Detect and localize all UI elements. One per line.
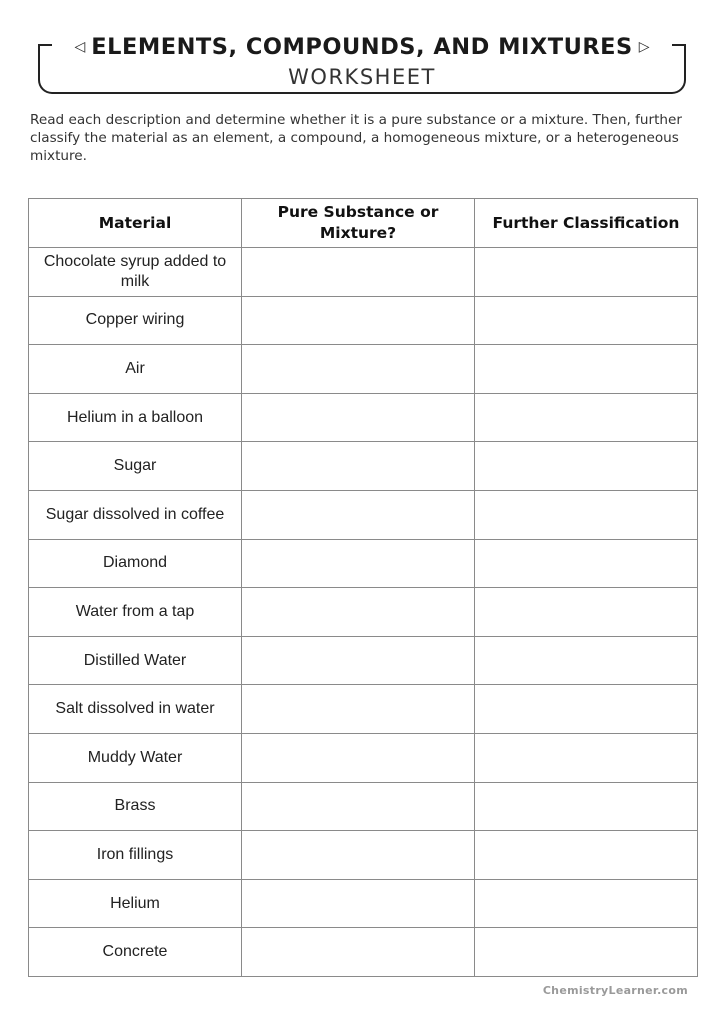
table-row [29, 539, 698, 588]
table-row [29, 393, 698, 442]
answer-cell-pure-or-mixture[interactable] [242, 588, 475, 637]
page-title: ELEMENTS, COMPOUNDS, AND MIXTURES [91, 34, 633, 60]
header-further-classification: Further Classification [475, 199, 698, 248]
answer-cell-classification[interactable] [475, 345, 698, 394]
material-cell: Muddy Water [29, 733, 242, 782]
answer-cell-classification[interactable] [475, 539, 698, 588]
answer-cell-pure-or-mixture[interactable] [242, 879, 475, 928]
table-row [29, 782, 698, 831]
table-header-row [29, 199, 698, 248]
answer-cell-classification[interactable] [475, 248, 698, 297]
header-pure-or-mixture: Pure Substance or Mixture? [242, 199, 475, 248]
material-cell: Sugar dissolved in coffee [29, 490, 242, 539]
answer-cell-pure-or-mixture[interactable] [242, 490, 475, 539]
table-row [29, 685, 698, 734]
answer-cell-classification[interactable] [475, 588, 698, 637]
table-row [29, 296, 698, 345]
answer-cell-classification[interactable] [475, 296, 698, 345]
material-cell: Copper wiring [29, 296, 242, 345]
answer-cell-classification[interactable] [475, 733, 698, 782]
table-row [29, 588, 698, 637]
material-cell: Helium [29, 879, 242, 928]
material-cell: Chocolate syrup added to milk [29, 248, 242, 297]
answer-cell-pure-or-mixture[interactable] [242, 782, 475, 831]
answer-cell-classification[interactable] [475, 879, 698, 928]
table-row [29, 345, 698, 394]
table-row [29, 636, 698, 685]
answer-cell-pure-or-mixture[interactable] [242, 442, 475, 491]
triangle-right-icon: ▷ [638, 39, 650, 55]
material-cell: Brass [29, 782, 242, 831]
answer-cell-pure-or-mixture[interactable] [242, 928, 475, 977]
page-subtitle: WORKSHEET [288, 65, 436, 89]
answer-cell-pure-or-mixture[interactable] [242, 248, 475, 297]
answer-cell-classification[interactable] [475, 831, 698, 880]
table-row [29, 928, 698, 977]
answer-cell-pure-or-mixture[interactable] [242, 733, 475, 782]
answer-cell-pure-or-mixture[interactable] [242, 393, 475, 442]
answer-cell-pure-or-mixture[interactable] [242, 345, 475, 394]
answer-cell-classification[interactable] [475, 636, 698, 685]
answer-cell-pure-or-mixture[interactable] [242, 539, 475, 588]
answer-cell-classification[interactable] [475, 442, 698, 491]
answer-cell-pure-or-mixture[interactable] [242, 296, 475, 345]
header-material: Material [29, 199, 242, 248]
material-cell: Sugar [29, 442, 242, 491]
instructions-text: Read each description and determine whether it is a pure substance or a mixture. Then, further classify the material as an element, a compound, a homogeneous mixture, or a heterogeneous mixture. [30, 112, 682, 164]
material-cell: Distilled Water [29, 636, 242, 685]
answer-cell-classification[interactable] [475, 393, 698, 442]
answer-cell-classification[interactable] [475, 490, 698, 539]
answer-cell-classification[interactable] [475, 685, 698, 734]
table-row [29, 442, 698, 491]
material-cell: Helium in a balloon [29, 393, 242, 442]
answer-cell-classification[interactable] [475, 782, 698, 831]
table-row [29, 879, 698, 928]
material-cell: Concrete [29, 928, 242, 977]
table-row [29, 733, 698, 782]
table-row [29, 248, 698, 297]
material-cell: Diamond [29, 539, 242, 588]
table-row [29, 831, 698, 880]
material-cell: Water from a tap [29, 588, 242, 637]
footer-brand: ChemistryLearner.com [542, 984, 688, 997]
answer-cell-classification[interactable] [475, 928, 698, 977]
material-cell: Iron fillings [29, 831, 242, 880]
answer-cell-pure-or-mixture[interactable] [242, 831, 475, 880]
answer-cell-pure-or-mixture[interactable] [242, 636, 475, 685]
triangle-left-icon: ◁ [74, 39, 86, 55]
material-cell: Air [29, 345, 242, 394]
worksheet-table [28, 198, 698, 977]
material-cell: Salt dissolved in water [29, 685, 242, 734]
table-row [29, 490, 698, 539]
answer-cell-pure-or-mixture[interactable] [242, 685, 475, 734]
title-row [38, 33, 686, 61]
